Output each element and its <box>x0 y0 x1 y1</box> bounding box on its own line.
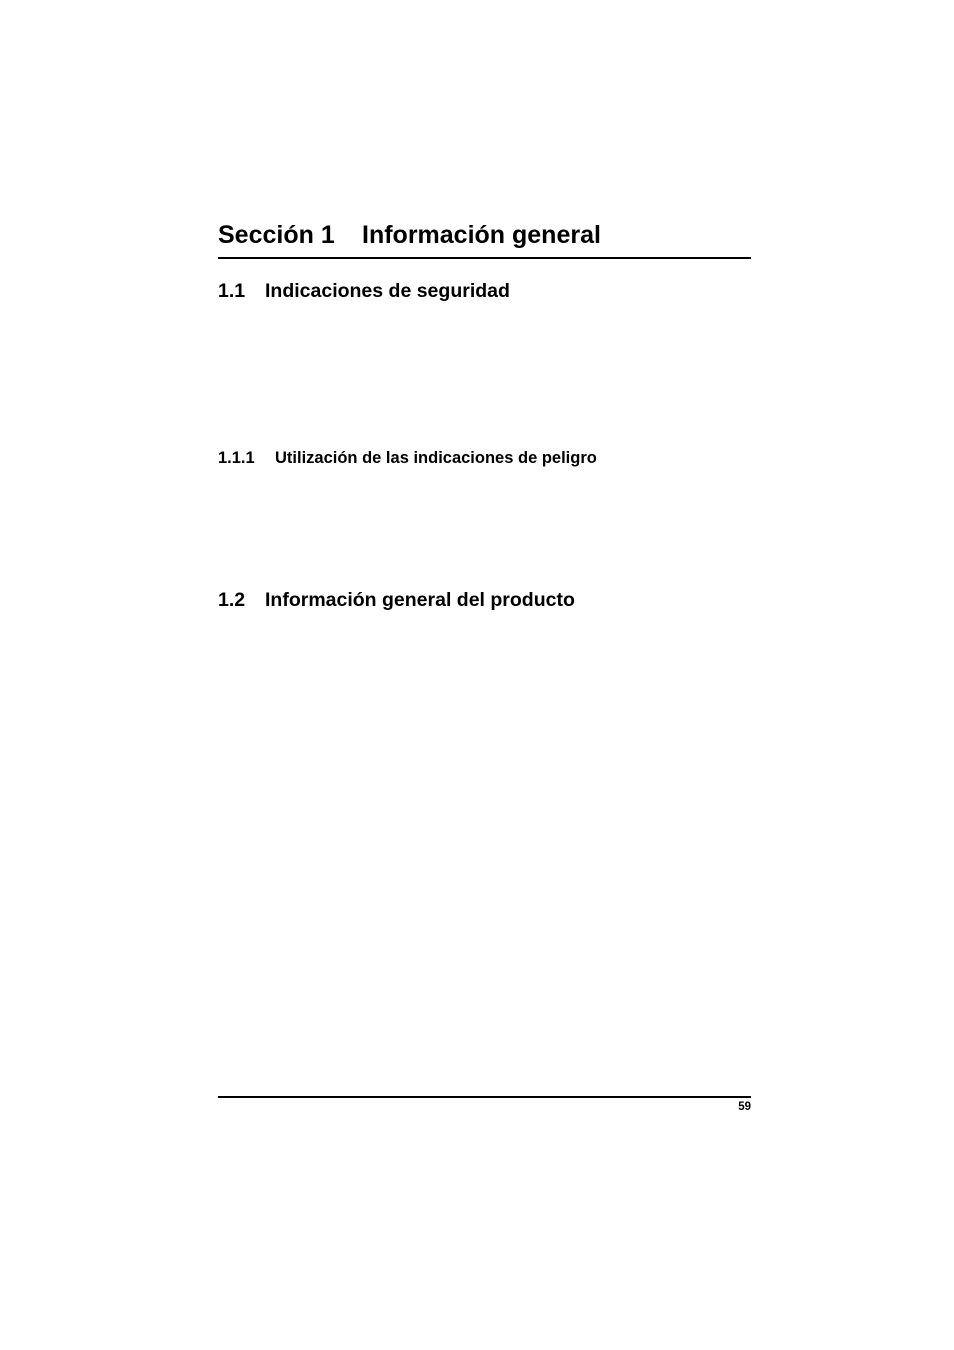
section-number: 1.2 <box>218 589 246 611</box>
section-heading-1-2 <box>218 588 575 612</box>
section-heading-1-1 <box>218 279 510 303</box>
footer-divider <box>218 1096 751 1098</box>
section-number: 1.1 <box>218 280 246 302</box>
page-number: 59 <box>738 1101 751 1113</box>
section-title: Información general del producto <box>265 589 575 611</box>
chapter-heading <box>218 218 751 259</box>
subsection-title: Utilización de las indicaciones de peligro <box>275 449 597 467</box>
subsection-number: 1.1.1 <box>218 449 255 467</box>
chapter-number: Sección 1 <box>218 221 335 249</box>
subsection-heading-1-1-1 <box>218 448 597 468</box>
section-title: Indicaciones de seguridad <box>265 280 510 302</box>
chapter-title: Información general <box>362 221 601 249</box>
chapter-title-line <box>218 220 601 250</box>
